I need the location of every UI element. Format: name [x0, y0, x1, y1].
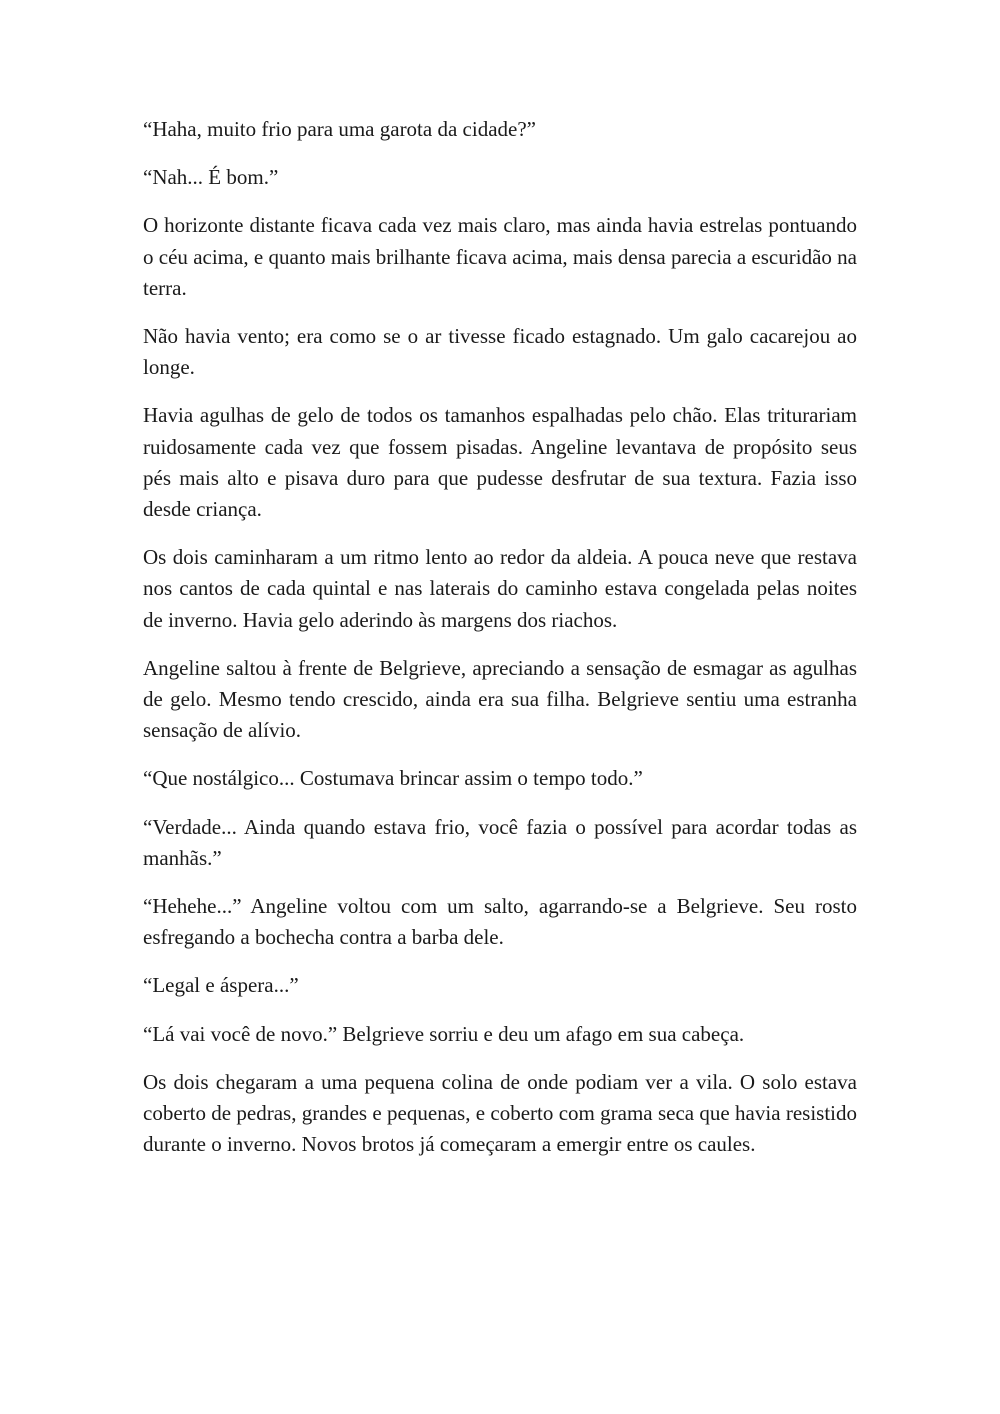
paragraph: Os dois caminharam a um ritmo lento ao redor da aldeia. A pouca neve que restava nos cantos de cada quintal e nas laterais do caminho estava congelada pelas noites de inverno. Havia gelo aderindo às margens dos riachos.	[143, 545, 857, 632]
paragraph: Não havia vento; era como se o ar tivesse ficado estagnado. Um galo cacarejou ao longe.	[143, 324, 857, 380]
paragraph: “Legal e áspera...”	[143, 973, 299, 998]
paragraph: Angeline saltou à frente de Belgrieve, apreciando a sensação de esmagar as agulhas de gelo. Mesmo tendo crescido, ainda era sua filha. Belgrieve sentiu uma estranha sensação de alívio.	[143, 655, 857, 743]
text-body	[143, 114, 857, 1160]
paragraph: Os dois chegaram a uma pequena colina de onde podiam ver a vila. O solo estava coberto de pedras, grandes e pequenas, e coberto com grama seca que havia resistido durante o inverno. Novos brotos já começaram a emergir entre os caules.	[143, 1069, 857, 1157]
paragraph: “Que nostálgico... Costumava brincar assim o tempo todo.”	[143, 766, 643, 791]
paragraph: “Haha, muito frio para uma garota da cidade?”	[143, 117, 536, 141]
paragraph: Havia agulhas de gelo de todos os tamanhos espalhadas pelo chão. Elas triturariam ruidosamente cada vez que fossem pisadas. Angeline levantava de propósito seus pés mais alto e pisava duro para que pudesse desfrutar de sua textura. Fazia isso desde criança.	[143, 403, 857, 522]
paragraph: O horizonte distante ficava cada vez mais claro, mas ainda havia estrelas pontuando o céu acima, e quanto mais brilhante ficava acima, mais densa parecia a escuridão na terra.	[143, 213, 857, 300]
paragraph: “Hehehe...” Angeline voltou com um salto, agarrando-se a Belgrieve. Seu rosto esfregando a bochecha contra a barba dele.	[143, 894, 857, 950]
paragraph: “Verdade... Ainda quando estava frio, você fazia o possível para acordar todas as manhãs.”	[143, 814, 857, 870]
paragraph: “Lá vai você de novo.” Belgrieve sorriu e deu um afago em sua cabeça.	[143, 1021, 745, 1046]
paragraph: “Nah... É bom.”	[143, 165, 279, 190]
